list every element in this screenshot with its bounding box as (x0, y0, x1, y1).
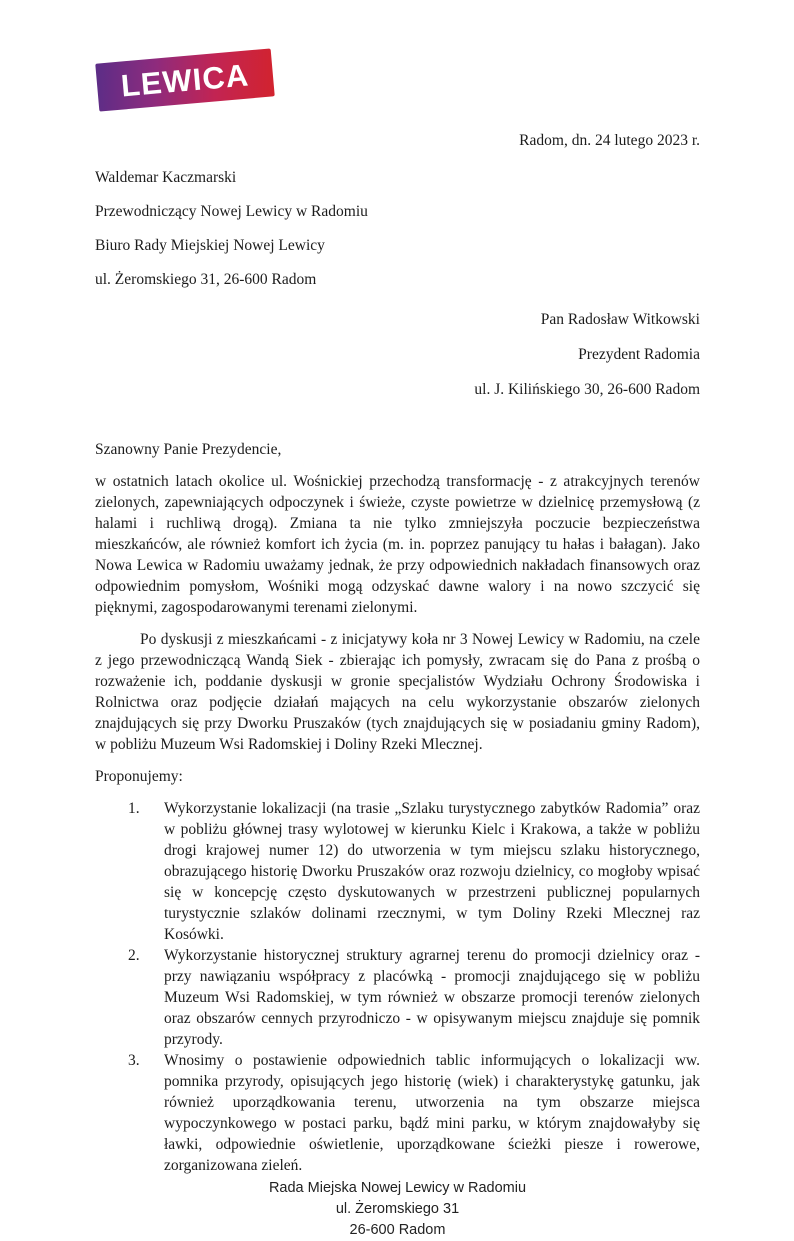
proposal-list (95, 798, 700, 1176)
list-item (95, 1050, 700, 1176)
list-item-text: Wykorzystanie lokalizacji (na trasie „Szlaku turystycznego zabytków Radomia” oraz w pobliżu głównej trasy wylotowej w kierunku Kielc i Krakowa, a także w pobliżu drogi krajowej numer 12) do utworzenia w tym miejscu szlaku historycznego, obrazującego historię Dworku Pruszaków oraz rozwoju dzielnicy, co mogłoby wpisać się w koncepcję często dyskutowanych w przestrzeni publicznej popularnych turystycznie szlaków dolinami rzecznymi, w tym Doliny Rzeki Mlecznej raz Kosówki. (164, 800, 700, 943)
footer-block (95, 1178, 700, 1241)
lewica-logo-text: LEWICA (119, 56, 251, 104)
list-item (95, 945, 700, 1050)
footer-org: Rada Miejska Nowej Lewicy w Radomiu (268, 1180, 527, 1196)
body-paragraph-1: w ostatnich latach okolice ul. Wośnickiej przechodzą transformację - z atrakcyjnych terenów zielonych, zapewniających odpoczynek i świeże, czyste powietrze w dzielnicę przemysłową (z halami i ruchliwą drogą). Zmiana ta nie tylko zmniejszyła poczucie bezpieczeństwa mieszkańców, ale również komfort ich życia (m. in. poprzez panujący tu hałas i bałagan). Jako Nowa Lewica w Radomiu uważamy jednak, że przy odpowiednich nakładach finansowych oraz odpowiednim pomysłom, Wośniki mogą odzyskać dawne walory i na nowo szczycić się pięknymi, zagospodarowanymi terenami zielonymi. (95, 473, 700, 616)
list-item-text: Wnosimy o postawienie odpowiednich tablic informujących o lokalizacji ww. pomnika przyrody, opisujących jego historię (wiek) i charakterystykę gatunku, jak również uporządkowania terenu, utworzenia na tym obszarze miejsca wypoczynkowego w postaci parku, bądź mini parku, w którym znajdowałyby się ławki, odpowiednie oświetlenie, uporządkowane ścieżki piesze i rowerowe, zorganizowana zieleń. (164, 1052, 700, 1174)
recipient-name: Pan Radosław Witkowski (540, 311, 700, 328)
recipient-address: ul. J. Kilińskiego 30, 26-600 Radom (474, 381, 700, 398)
footer-street: ul. Żeromskiego 31 (335, 1201, 460, 1217)
proposals-intro: Proponujemy: (95, 768, 183, 785)
sender-title: Przewodniczący Nowej Lewicy w Radomiu (95, 203, 368, 220)
sender-address: ul. Żeromskiego 31, 26-600 Radom (95, 271, 317, 288)
footer-city: 26-600 Radom (349, 1222, 446, 1238)
recipient-title: Prezydent Radomia (578, 346, 700, 363)
list-item-number: 2. (128, 947, 140, 964)
sender-office: Biuro Rady Miejskiej Nowej Lewicy (95, 237, 325, 254)
sender-name: Waldemar Kaczmarski (95, 169, 237, 186)
recipient-block (95, 309, 700, 400)
list-item (95, 798, 700, 945)
date-line: Radom, dn. 24 lutego 2023 r. (519, 132, 700, 149)
sender-block (95, 167, 700, 290)
logo-container (95, 56, 700, 122)
lewica-logo (95, 48, 275, 111)
list-item-number: 1. (128, 800, 140, 817)
list-item-number: 3. (128, 1052, 140, 1069)
salutation: Szanowny Panie Prezydencie, (95, 441, 282, 458)
list-item-text: Wykorzystanie historycznej struktury agrarnej terenu do promocji dzielnicy oraz - przy nawiązaniu współpracy z placówką - promocji znajdującego się w pobliżu Muzeum Wsi Radomskiej, w tym również w obszarze promocji terenów zielonych oraz obszarów cennych przyrodniczo - w opisywanym miejscu znajduje się pomnik przyrody. (164, 947, 700, 1048)
body-paragraph-2: Po dyskusji z mieszkańcami - z inicjatywy koła nr 3 Nowej Lewicy w Radomiu, na czele z jego przewodniczącą Wandą Siek - zbierając ich pomysły, zwracam się do Pana z prośbą o rozważenie ich, poddanie dyskusji w gronie specjalistów Wydziału Ochrony Środowiska i Rolnictwa oraz podjęcie działań mających na celu wykorzystanie obszarów zielonych znajdujących się przy Dworku Pruszaków (tych znajdujących się w posiadaniu gminy Radom), w pobliżu Muzeum Wsi Radomskiej i Doliny Rzeki Mlecznej. (95, 631, 700, 753)
